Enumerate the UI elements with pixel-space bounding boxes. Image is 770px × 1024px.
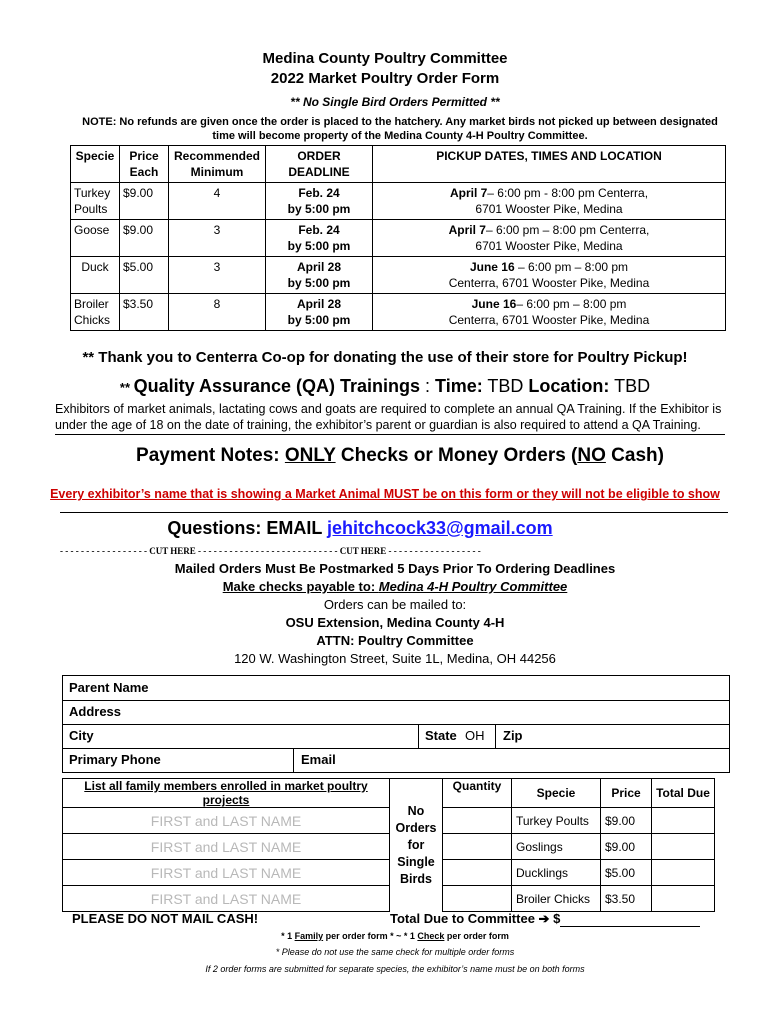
total-due-label: Total Due to Committee	[390, 911, 539, 926]
row-pickup-time: – 6:00 pm - 8:00 pm Centerra,	[487, 186, 649, 200]
qa-heading	[0, 376, 770, 397]
row-pickup-location: Centerra, 6701 Wooster Pike, Medina	[448, 313, 650, 327]
row-pickup-time: – 6:00 pm – 8:00 pm	[516, 297, 627, 311]
specie-header: Specie	[512, 779, 601, 808]
row-pickup-date: June 16	[471, 297, 517, 311]
row-pickup-date: June 16	[469, 260, 515, 274]
payment-only: ONLY	[284, 445, 336, 466]
parent-name-label: Parent Name	[69, 680, 149, 695]
total-input[interactable]	[652, 808, 715, 834]
row-specie: Duck	[71, 257, 120, 294]
table-row	[71, 294, 726, 331]
questions-line	[0, 518, 720, 539]
foot1-family: Family	[294, 931, 324, 941]
form-subtitle: ** No Single Bird Orders Permitted **	[290, 95, 500, 109]
row-deadline-time: by 5:00 pm	[287, 202, 351, 216]
phone-label: Primary Phone	[69, 752, 161, 767]
foot1-c: per order form	[444, 931, 509, 941]
quantity-input[interactable]	[443, 834, 512, 860]
price-cell: $3.50	[601, 886, 652, 912]
mail-attn: ATTN: Poultry Committee	[316, 633, 474, 648]
foot1-b: per order form * ~ * 1	[323, 931, 418, 941]
payment-end: Cash)	[605, 445, 664, 466]
price-header: Price	[601, 779, 652, 808]
total-due-input[interactable]	[560, 911, 700, 927]
cut-line: - - - - - - - - - - - - - - - - - CUT HERE - - - - - - - - - - - - - - - - - - - - - - - - - - - CUT HERE - - - - - - - - - - - - - - - - - -	[60, 546, 481, 556]
specie-cell: Broiler Chicks	[512, 886, 601, 912]
refund-note: NOTE: No refunds are given once the order is placed to the hatchery. Any market birds not picked up between designated time will become property of the Medina County 4-H Poultry Committee.	[82, 116, 718, 142]
payment-no: NO	[577, 445, 606, 466]
total-due-header: Total Due	[652, 779, 715, 808]
foot1-a: * 1	[281, 931, 295, 941]
qa-time-label: Time:	[435, 376, 483, 396]
qa-title: Quality Assurance (QA) Trainings	[133, 376, 421, 396]
state-label: State	[425, 728, 457, 743]
city-label: City	[69, 728, 94, 743]
table-row	[71, 220, 726, 257]
qa-time-value: TBD	[482, 376, 529, 396]
specie-cell: Turkey Poults	[512, 808, 601, 834]
row-deadline-time: by 5:00 pm	[287, 313, 351, 327]
col-minimum: Recommended Minimum	[169, 146, 266, 183]
state-value[interactable]: OH	[465, 728, 485, 743]
address-label: Address	[69, 704, 122, 719]
specie-cell: Goslings	[512, 834, 601, 860]
row-minimum: 3	[169, 220, 266, 257]
col-specie: Specie	[71, 146, 120, 183]
row-price: $3.50	[120, 294, 169, 331]
table-row	[71, 183, 726, 220]
family-member-input[interactable]: FIRST and LAST NAME	[63, 886, 390, 912]
row-minimum: 3	[169, 257, 266, 294]
mail-to-label: Orders can be mailed to:	[323, 597, 467, 612]
row-price: $9.00	[120, 183, 169, 220]
qa-body: Exhibitors of market animals, lactating cows and goats are required to complete an annual QA Training. If the Exhibitor is under the age of 18 on the date of training, the exhibitor’s parent or guardian is also required to attend a QA Training.	[55, 401, 725, 435]
total-input[interactable]	[652, 860, 715, 886]
family-member-input[interactable]: FIRST and LAST NAME	[63, 834, 390, 860]
payment-notes	[0, 445, 770, 467]
price-cell: $5.00	[601, 860, 652, 886]
row-price: $5.00	[120, 257, 169, 294]
no-orders-note: No Orders for Single Birds	[390, 779, 443, 912]
quantity-input[interactable]	[443, 860, 512, 886]
total-due-line	[390, 911, 700, 927]
form-title: 2022 Market Poultry Order Form	[270, 70, 500, 87]
mail-address: 120 W. Washington Street, Suite 1L, Medina, OH 44256	[234, 651, 556, 666]
family-member-input[interactable]: FIRST and LAST NAME	[63, 860, 390, 886]
order-table	[62, 778, 715, 912]
row-specie: Goose	[71, 220, 120, 257]
quantity-input[interactable]	[443, 886, 512, 912]
row-deadline-time: by 5:00 pm	[287, 239, 351, 253]
checks-payee: Medina 4-H Poultry Committee	[378, 579, 568, 594]
parent-name-field[interactable]	[63, 676, 729, 701]
footnote-family	[0, 931, 770, 941]
row-minimum: 8	[169, 294, 266, 331]
org-name: Medina County Poultry Committee	[262, 50, 508, 67]
foot1-check: Check	[417, 931, 445, 941]
mail-postmark: Mailed Orders Must Be Postmarked 5 Days Prior To Ordering Deadlines	[174, 561, 616, 576]
divider	[60, 512, 728, 513]
qa-prefix: **	[119, 380, 134, 395]
row-pickup-time: – 6:00 pm – 8:00 pm	[514, 260, 629, 274]
row-deadline-date: Feb. 24	[298, 223, 340, 237]
zip-label: Zip	[503, 728, 523, 743]
family-header: List all family members enrolled in market poultry projects	[84, 779, 368, 807]
mail-org: OSU Extension, Medina County 4-H	[285, 615, 505, 630]
price-cell: $9.00	[601, 834, 652, 860]
arrow-icon: ➔	[538, 911, 550, 926]
qa-sep: :	[420, 376, 436, 396]
total-input[interactable]	[652, 834, 715, 860]
footnote-forms: If 2 order forms are submitted for separate species, the exhibitor’s name must be on both forms	[205, 964, 585, 974]
row-pickup-date: April 7	[448, 223, 486, 237]
checks-payable	[0, 579, 770, 594]
payment-label: Payment Notes:	[136, 445, 285, 466]
col-deadline: ORDER DEADLINE	[266, 146, 373, 183]
row-price: $9.00	[120, 220, 169, 257]
specie-cell: Ducklings	[512, 860, 601, 886]
eligibility-warning: Every exhibitor’s name that is showing a Market Animal MUST be on this form or they will not be eligible to show	[50, 487, 720, 501]
total-input[interactable]	[652, 886, 715, 912]
no-cash-note: PLEASE DO NOT MAIL CASH!	[72, 911, 259, 926]
row-pickup-location: 6701 Wooster Pike, Medina	[475, 239, 623, 253]
email-link[interactable]: jehitchcock33@gmail.com	[327, 518, 553, 538]
contact-form	[62, 675, 730, 773]
order-deadline-table	[70, 145, 726, 331]
row-deadline-date: April 28	[296, 260, 341, 274]
qa-location-label: Location:	[528, 376, 610, 396]
row-specie: Turkey Poults	[71, 183, 120, 220]
row-deadline-date: April 28	[296, 297, 341, 311]
phone-email-row	[63, 748, 729, 772]
dollar-sign: $	[549, 911, 561, 926]
city-state-zip-row	[63, 724, 729, 749]
thanks-note: ** Thank you to Centerra Co-op for donating the use of their store for Poultry Pickup!	[82, 349, 688, 366]
row-specie: Broiler Chicks	[71, 294, 120, 331]
quantity-input[interactable]	[443, 808, 512, 834]
col-pickup: PICKUP DATES, TIMES AND LOCATION	[373, 146, 726, 183]
qa-location-value: TBD	[609, 376, 651, 396]
col-price: Price Each	[120, 146, 169, 183]
row-minimum: 4	[169, 183, 266, 220]
checks-label: Make checks payable to:	[222, 579, 379, 594]
payment-mid: Checks or Money Orders (	[335, 445, 578, 466]
row-deadline-date: Feb. 24	[298, 186, 340, 200]
row-pickup-location: Centerra, 6701 Wooster Pike, Medina	[448, 276, 650, 290]
row-pickup-location: 6701 Wooster Pike, Medina	[475, 202, 623, 216]
questions-label: Questions: EMAIL	[167, 518, 328, 538]
footnote-checks: * Please do not use the same check for multiple order forms	[275, 947, 515, 957]
address-field[interactable]	[63, 700, 729, 725]
quantity-header: Quantity	[443, 779, 512, 808]
price-cell: $9.00	[601, 808, 652, 834]
family-member-input[interactable]: FIRST and LAST NAME	[63, 808, 390, 834]
row-pickup-time: – 6:00 pm – 8:00 pm Centerra,	[485, 223, 650, 237]
row-deadline-time: by 5:00 pm	[287, 276, 351, 290]
email-label: Email	[301, 752, 336, 767]
row-pickup-date: April 7	[449, 186, 488, 200]
table-row	[71, 257, 726, 294]
